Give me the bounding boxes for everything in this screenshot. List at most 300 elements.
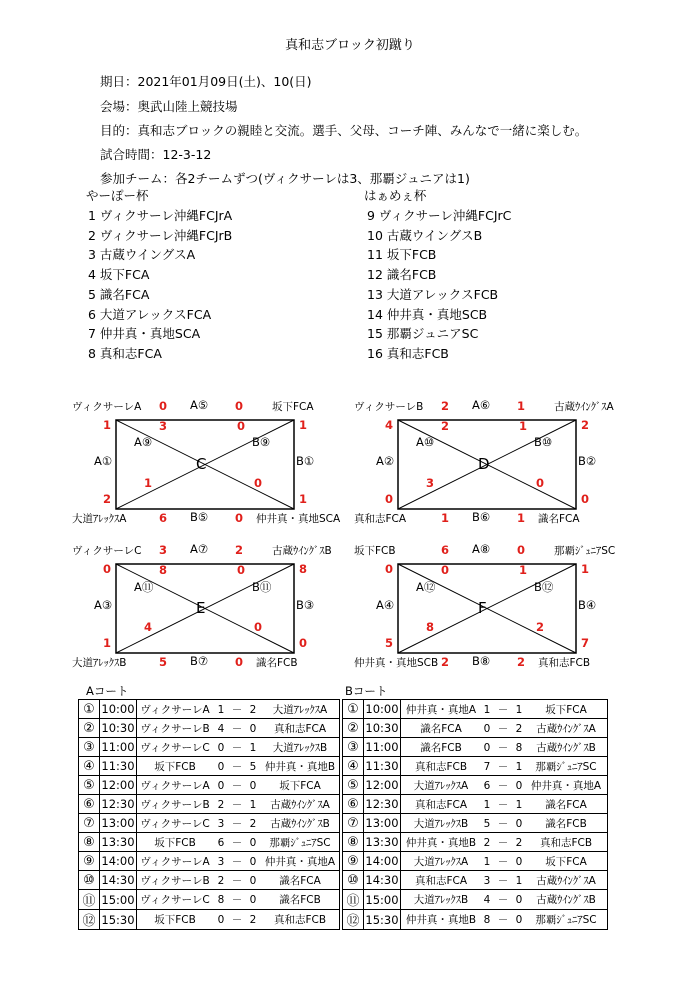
score-home: 0	[217, 914, 225, 926]
score-home: 0	[483, 722, 491, 735]
match-number: ⑥	[343, 795, 364, 814]
team-away: 古蔵ｳｲﾝｸﾞｽA	[536, 722, 596, 735]
match-time: 15:30	[364, 910, 401, 930]
score-bottom-left: 6	[158, 511, 167, 525]
corner-team-br: 識名FCB	[256, 657, 298, 669]
team-away: 古蔵ｳｲﾝｸﾞｽB	[270, 817, 330, 830]
team-away: 真和志FCB	[273, 914, 327, 926]
score-dash: －	[497, 760, 509, 773]
match-label-diag-right: B⑩	[534, 435, 553, 449]
match-cell	[401, 833, 608, 852]
score-diag1-end: 2	[535, 620, 544, 634]
match-time: 13:30	[100, 833, 137, 852]
team-away: 真和志FCB	[539, 836, 593, 849]
match-cell	[137, 738, 340, 757]
pool-right-title: はぁめぇ杯	[364, 188, 427, 203]
match-time: 15:00	[100, 890, 137, 910]
corner-team-tr: 古蔵ｳｲﾝｸﾞｽB	[272, 545, 332, 557]
score-away: 0	[515, 817, 523, 830]
team-home: 大道ｱﾚｯｸｽB	[413, 817, 469, 830]
score-away: 0	[249, 855, 257, 868]
team-home: 坂下FCB	[154, 914, 196, 926]
match-number: ⑦	[343, 814, 364, 833]
match-label-left: A②	[376, 454, 395, 468]
team-home: ヴィクサーレC	[140, 741, 210, 754]
pool-right-team: 13 大道アレックスFCB	[367, 286, 499, 302]
score-left-top: 4	[384, 418, 393, 432]
score-dash: －	[497, 722, 509, 735]
score-away: 2	[249, 817, 257, 830]
score-home: 6	[217, 836, 225, 849]
match-label-bottom: B⑦	[190, 654, 209, 668]
diagram-group-letter: F	[478, 599, 487, 617]
match-number: ②	[343, 719, 364, 738]
score-away: 0	[515, 779, 523, 792]
score-dash: －	[231, 855, 243, 868]
score-bottom-left: 2	[440, 655, 449, 669]
match-number: ⑪	[343, 890, 364, 910]
score-left-bottom: 1	[102, 636, 111, 650]
score-away: 2	[515, 836, 523, 849]
schedule-row	[343, 852, 608, 871]
score-home: 0	[217, 760, 225, 773]
match-number: ⑤	[79, 776, 100, 795]
info-venue: 会場：奥武山陸上競技場	[100, 99, 238, 114]
corner-team-bl: 仲井真・真地SCB	[354, 657, 439, 669]
info-purpose: 目的：真和志ブロックの親睦と交流。選手、父母、コーチ陣、みんなで一緒に楽しむ。	[100, 123, 588, 138]
schedule-row	[343, 910, 608, 930]
score-diag1-start: 3	[158, 419, 167, 433]
match-time: 10:30	[100, 719, 137, 738]
match-cell	[137, 757, 340, 776]
score-home: 5	[483, 817, 491, 830]
pool-right-team: 16 真和志FCB	[367, 345, 449, 361]
info-match-time: 試合時間：12-3-12	[100, 147, 212, 162]
match-cell	[401, 700, 608, 719]
score-home: 6	[483, 779, 491, 792]
match-cell	[137, 700, 340, 719]
diagram-group-letter: D	[478, 455, 490, 473]
match-cell	[137, 814, 340, 833]
corner-team-tr: 坂下FCA	[272, 401, 314, 413]
match-time: 14:00	[100, 852, 137, 871]
match-number: ⑧	[343, 833, 364, 852]
match-cell	[401, 910, 608, 930]
score-dash: －	[231, 894, 243, 906]
score-dash: －	[231, 836, 243, 849]
score-dash: －	[497, 914, 509, 926]
match-cell	[401, 719, 608, 738]
team-home: 識名FCA	[420, 722, 462, 735]
score-diag1-end: 0	[535, 476, 544, 490]
score-dash: －	[497, 874, 509, 887]
pool-left-team: 4 坂下FCA	[88, 267, 150, 283]
score-left-bottom: 0	[384, 492, 393, 506]
score-diag2-start: 1	[518, 563, 527, 577]
schedule-row	[79, 852, 340, 871]
team-home: ヴィクサーレB	[140, 798, 210, 811]
match-time: 13:00	[364, 814, 401, 833]
schedule-row	[79, 776, 340, 795]
match-label-right: B②	[578, 454, 597, 468]
team-home: ヴィクサーレA	[140, 703, 210, 716]
match-cell	[137, 795, 340, 814]
score-away: 0	[515, 855, 523, 868]
schedule-row	[343, 795, 608, 814]
team-away: 識名FCB	[279, 894, 321, 906]
match-label-right: B④	[578, 598, 597, 612]
pool-right-team: 14 仲井真・真地SCB	[367, 306, 488, 322]
schedule-row	[79, 890, 340, 910]
score-dash: －	[231, 703, 243, 716]
match-number: ⑪	[79, 890, 100, 910]
score-diag2-start: 0	[236, 563, 245, 577]
corner-team-bl: 大道ｱﾚｯｸｽB	[72, 657, 127, 669]
score-away: 2	[249, 914, 257, 926]
score-top-left: 6	[440, 543, 449, 557]
corner-team-br: 仲井真・真地SCA	[256, 513, 341, 525]
score-away: 2	[515, 722, 523, 735]
score-away: 2	[249, 703, 257, 716]
score-dash: －	[231, 760, 243, 773]
pool-right-team: 12 識名FCB	[367, 267, 437, 283]
team-away: 那覇ｼﾞｭﾆｱSC	[269, 836, 331, 849]
score-dash: －	[231, 798, 243, 811]
team-home: ヴィクサーレA	[140, 779, 210, 792]
score-home: 7	[483, 760, 491, 773]
match-label-diag-right: B⑨	[252, 435, 271, 449]
diagram-group-letter: C	[196, 455, 207, 473]
match-cell	[401, 738, 608, 757]
score-bottom-right: 2	[516, 655, 525, 669]
match-time: 14:30	[364, 871, 401, 890]
schedule-row	[79, 757, 340, 776]
match-number: ⑦	[79, 814, 100, 833]
pool-right-team: 10 古蔵ウイングスB	[367, 227, 483, 243]
score-home: 1	[217, 703, 225, 716]
corner-team-bl: 真和志FCA	[354, 513, 407, 525]
match-number: ⑩	[79, 871, 100, 890]
team-away: 古蔵ｳｲﾝｸﾞｽA	[536, 874, 596, 887]
match-cell	[401, 776, 608, 795]
score-diag2-end: 1	[143, 476, 152, 490]
match-time: 12:30	[100, 795, 137, 814]
team-home: ヴィクサーレC	[140, 894, 210, 906]
score-right-bottom: 0	[580, 492, 589, 506]
match-time: 12:30	[364, 795, 401, 814]
score-left-top: 0	[102, 562, 111, 576]
schedule-row	[79, 910, 340, 930]
score-home: 8	[217, 894, 225, 906]
match-label-diag-left: A⑪	[134, 580, 154, 594]
score-home: 4	[217, 722, 225, 735]
schedule-row	[343, 757, 608, 776]
score-dash: －	[497, 894, 509, 906]
match-cell	[401, 814, 608, 833]
match-label-diag-left: A⑩	[416, 435, 435, 449]
corner-team-tl: 坂下FCB	[354, 545, 396, 557]
match-time: 11:30	[100, 757, 137, 776]
match-cell	[137, 833, 340, 852]
team-home: 大道ｱﾚｯｸｽB	[413, 894, 469, 906]
score-away: 1	[249, 741, 257, 754]
team-away: 識名FCB	[545, 817, 587, 830]
score-home: 1	[483, 855, 491, 868]
schedule-row	[79, 871, 340, 890]
score-diag1-end: 0	[253, 620, 262, 634]
team-away: 真和志FCA	[273, 722, 327, 735]
match-time: 12:00	[100, 776, 137, 795]
score-right-top: 1	[298, 418, 307, 432]
score-right-bottom: 0	[298, 636, 307, 650]
match-time: 15:30	[100, 910, 137, 930]
score-diag2-start: 1	[518, 419, 527, 433]
score-dash: －	[231, 779, 243, 792]
corner-team-tl: ヴィクサーレC	[72, 545, 142, 557]
match-number: ⑫	[343, 910, 364, 930]
score-home: 2	[217, 798, 225, 811]
schedule-row	[343, 890, 608, 910]
schedule-row	[343, 719, 608, 738]
corner-team-tr: 那覇ｼﾞｭﾆｱSC	[554, 545, 616, 557]
match-number: ⑧	[79, 833, 100, 852]
score-top-right: 1	[516, 399, 525, 413]
pool-left-team: 8 真和志FCA	[88, 345, 162, 361]
team-home: ヴィクサーレC	[140, 817, 210, 830]
match-number: ④	[79, 757, 100, 776]
match-cell	[137, 871, 340, 890]
team-home: 坂下FCB	[154, 760, 196, 773]
score-dash: －	[231, 722, 243, 735]
score-dash: －	[497, 741, 509, 754]
match-number: ③	[343, 738, 364, 757]
score-home: 1	[483, 703, 491, 716]
score-dash: －	[497, 836, 509, 849]
match-time: 10:00	[364, 700, 401, 719]
schedule-row	[79, 719, 340, 738]
score-dash: －	[231, 817, 243, 830]
match-label-diag-right: B⑪	[252, 580, 272, 594]
score-away: 0	[249, 894, 257, 906]
match-cell	[137, 719, 340, 738]
pool-left-team: 2 ヴィクサーレ沖縄FCJrB	[88, 227, 233, 243]
court-a-title: Aコート	[86, 684, 129, 698]
court-a-schedule	[78, 699, 340, 930]
score-home: 0	[483, 741, 491, 754]
score-away: 8	[515, 741, 523, 754]
score-diag2-end: 4	[143, 620, 152, 634]
score-right-top: 8	[298, 562, 307, 576]
team-home: 大道ｱﾚｯｸｽA	[413, 855, 469, 868]
score-top-right: 0	[516, 543, 525, 557]
team-away: 那覇ｼﾞｭﾆｱSC	[535, 914, 597, 926]
match-label-diag-right: B⑫	[534, 580, 554, 594]
match-number: ⑩	[343, 871, 364, 890]
match-time: 10:30	[364, 719, 401, 738]
team-away: 古蔵ｳｲﾝｸﾞｽB	[536, 741, 596, 754]
score-dash: －	[497, 798, 509, 811]
team-away: 識名FCA	[279, 874, 321, 887]
score-dash: －	[231, 874, 243, 887]
corner-team-tl: ヴィクサーレB	[354, 401, 424, 413]
match-number: ⑨	[79, 852, 100, 871]
pool-right-team: 9 ヴィクサーレ沖縄FCJrC	[367, 208, 512, 223]
score-away: 0	[249, 874, 257, 887]
score-left-top: 0	[384, 562, 393, 576]
score-home: 8	[483, 914, 491, 926]
court-b-schedule	[342, 699, 608, 930]
schedule-row	[343, 814, 608, 833]
team-away: 那覇ｼﾞｭﾆｱSC	[535, 760, 597, 773]
score-bottom-right: 0	[234, 511, 243, 525]
corner-team-bl: 大道ｱﾚｯｸｽA	[72, 513, 127, 525]
info-participants: 参加チーム：各2チームずつ(ヴィクサーレは3、那覇ジュニアは1)	[100, 171, 470, 186]
match-cell	[401, 890, 608, 910]
match-number: ⑥	[79, 795, 100, 814]
score-away: 0	[515, 894, 523, 906]
pool-left-team: 1 ヴィクサーレ沖縄FCJrA	[88, 208, 233, 223]
match-label-right: B③	[296, 598, 315, 612]
match-cell	[401, 871, 608, 890]
team-home: ヴィクサーレA	[140, 855, 210, 868]
team-away: 古蔵ｳｲﾝｸﾞｽA	[270, 798, 330, 811]
match-number: ⑫	[79, 910, 100, 930]
score-diag2-start: 0	[236, 419, 245, 433]
score-home: 1	[483, 798, 491, 811]
match-label-bottom: B⑧	[472, 654, 491, 668]
match-label-bottom: B⑥	[472, 510, 491, 524]
match-time: 13:00	[100, 814, 137, 833]
match-time: 13:30	[364, 833, 401, 852]
score-away: 1	[249, 798, 257, 811]
score-diag2-end: 3	[425, 476, 434, 490]
match-cell	[401, 795, 608, 814]
match-number: ⑨	[343, 852, 364, 871]
match-time: 11:30	[364, 757, 401, 776]
score-home: 0	[217, 779, 225, 792]
score-home: 2	[483, 836, 491, 849]
match-label-right: B①	[296, 454, 315, 468]
team-away: 大道ｱﾚｯｸｽA	[272, 703, 328, 716]
score-bottom-left: 5	[158, 655, 167, 669]
team-home: 真和志FCA	[414, 874, 468, 887]
score-dash: －	[231, 741, 243, 754]
pool-left-team: 7 仲井真・真地SCA	[88, 326, 201, 342]
score-away: 1	[515, 798, 523, 811]
score-away: 1	[515, 760, 523, 773]
score-diag1-start: 8	[158, 563, 167, 577]
score-away: 0	[249, 722, 257, 735]
match-label-left: A③	[94, 598, 113, 612]
team-home: 真和志FCA	[414, 798, 468, 811]
team-home: 真和志FCB	[414, 760, 468, 773]
schedule-row	[79, 700, 340, 719]
score-top-left: 3	[158, 543, 167, 557]
score-dash: －	[497, 855, 509, 868]
team-away: 仲井真・真地A	[530, 779, 602, 792]
schedule-row	[79, 833, 340, 852]
corner-team-br: 識名FCA	[538, 513, 580, 525]
team-away: 古蔵ｳｲﾝｸﾞｽB	[536, 894, 596, 906]
match-time: 15:00	[364, 890, 401, 910]
pool-right-team: 15 那覇ジュニアSC	[367, 326, 479, 342]
match-cell	[401, 757, 608, 776]
match-label-diag-left: A⑫	[416, 580, 436, 594]
pool-left-team: 3 古蔵ウイングスA	[88, 247, 196, 263]
match-cell	[137, 776, 340, 795]
corner-team-tr: 古蔵ｳｲﾝｸﾞｽA	[554, 401, 614, 413]
match-label-bottom: B⑤	[190, 510, 209, 524]
match-label-top: A⑦	[190, 542, 209, 556]
match-label-left: A①	[94, 454, 113, 468]
match-cell	[137, 852, 340, 871]
team-away: 坂下FCA	[545, 703, 587, 716]
team-away: 坂下FCA	[279, 779, 321, 792]
match-cell	[401, 852, 608, 871]
score-away: 0	[249, 779, 257, 792]
score-away: 5	[249, 760, 257, 773]
corner-team-tl: ヴィクサーレA	[72, 401, 142, 413]
score-dash: －	[497, 779, 509, 792]
diagram-group-letter: E	[196, 599, 206, 617]
score-away: 0	[249, 836, 257, 849]
team-away: 仲井真・真地A	[264, 855, 336, 868]
page-title: 真和志ブロック初蹴り	[285, 38, 415, 53]
score-right-bottom: 1	[298, 492, 307, 506]
score-home: 3	[217, 817, 225, 830]
match-number: ④	[343, 757, 364, 776]
score-home: 2	[217, 874, 225, 887]
team-home: 仲井真・真地B	[405, 836, 477, 849]
team-away: 仲井真・真地B	[264, 760, 336, 773]
score-away: 1	[515, 703, 523, 716]
team-home: 仲井真・真地B	[405, 914, 477, 926]
schedule-row	[343, 700, 608, 719]
corner-team-br: 真和志FCB	[538, 657, 591, 669]
match-time: 11:00	[100, 738, 137, 757]
match-label-left: A④	[376, 598, 395, 612]
match-time: 11:00	[364, 738, 401, 757]
match-cell	[137, 910, 340, 930]
team-away: 識名FCA	[545, 798, 587, 811]
score-home: 4	[483, 894, 491, 906]
score-right-top: 2	[580, 418, 589, 432]
schedule-row	[79, 795, 340, 814]
schedule-row	[79, 814, 340, 833]
score-top-right: 0	[234, 399, 243, 413]
score-top-left: 2	[440, 399, 449, 413]
schedule-row	[343, 871, 608, 890]
match-label-top: A⑤	[190, 398, 209, 412]
score-dash: －	[497, 817, 509, 830]
score-away: 1	[515, 874, 523, 887]
score-left-top: 1	[102, 418, 111, 432]
score-home: 3	[483, 874, 491, 887]
score-diag1-start: 2	[440, 419, 449, 433]
schedule-row	[343, 833, 608, 852]
court-b-title: Bコート	[345, 684, 388, 698]
match-number: ③	[79, 738, 100, 757]
pool-left-title: やーぽー杯	[86, 188, 149, 203]
match-label-diag-left: A⑨	[134, 435, 153, 449]
team-home: ヴィクサーレB	[140, 874, 210, 887]
team-home: 識名FCB	[420, 741, 462, 754]
match-number: ⑤	[343, 776, 364, 795]
schedule-row	[343, 776, 608, 795]
team-home: 大道ｱﾚｯｸｽA	[413, 779, 469, 792]
score-left-bottom: 5	[384, 636, 393, 650]
team-home: ヴィクサーレB	[140, 722, 210, 735]
